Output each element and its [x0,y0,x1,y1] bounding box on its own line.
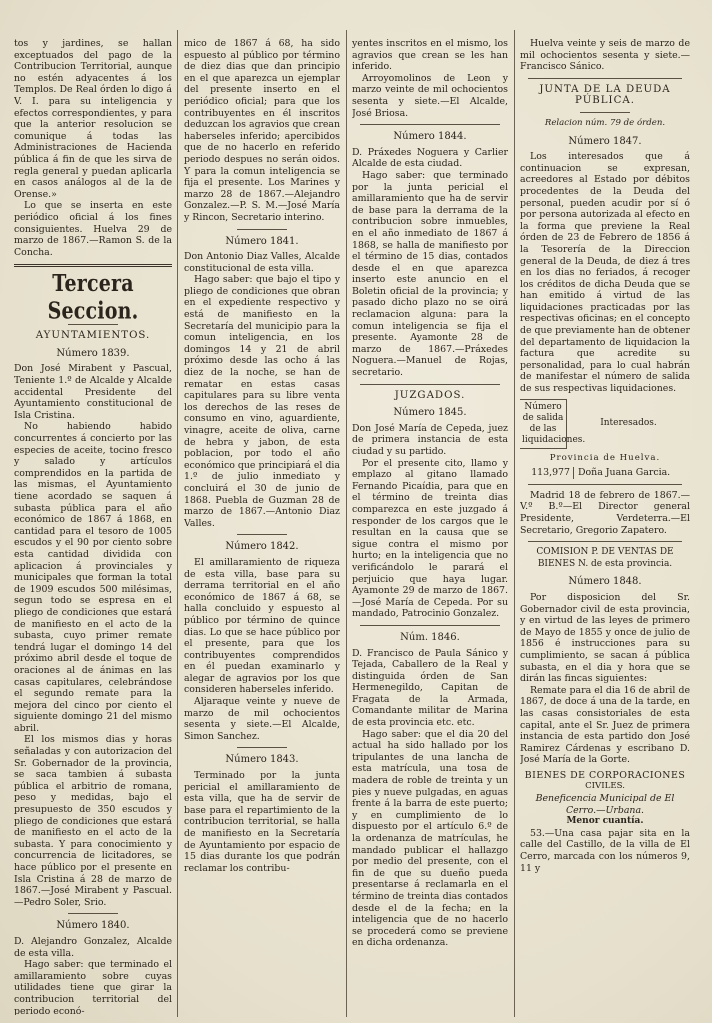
paragraph: Por el presente cito, llamo y emplazo al gitano llamado Fernando Picaídia, para que en el término de treinta dias comparezca en este juzgado á responder de los cargos que le resultan en la causa que se sigue contra el mismo por hurto; en la inteligencia que no verificándolo le parará el perjuicio que haya lugar. Ayamonte 29 de marzo de 1867.—José María de Cepeda. Por su mandado, Patrocinio Gonzalez. [352,457,508,620]
paragraph: Remate para el dia 16 de abril de 1867, de doce á una de la tarde, en las casas consistoriales de esta capital, ante el Sr. Juez de primera instancia de esta partido don José Ramirez Cárdenas y escribano D. José María de la Gorte. [520,684,690,766]
column-3 [352,38,508,1015]
column-rule [514,30,515,1017]
notice-number: Número 1840. [56,920,130,932]
paragraph: Por disposicion del Sr. Gobernador civil de esta provincia, y en virtud de las leyes de primero de Mayo de 1855 y once de julio de 1856 é instrucciones para su cumplimiento, se sacan á pública subasta, en el dia y hora que se dirán las fincas siguientes: [520,591,690,685]
section-divider [14,264,172,267]
paragraph: Hago saber: que el dia 20 del actual ha sido hallado por los tripulantes de una lancha de esta matrícula, una tosa de madera de roble de treinta y un pies y nueve pulgadas, en aguas frente á la barra de este puerto; y en cumplimiento de lo dispuesto por el artículo 6.º de la ordenanza de matrículas, he mandado publicar el hallazgo por medio del presente, con el fin de que su dueño pueda presentarse á reclamarla en el término de treinta dias contados desde el de la fecha; en la inteligencia que de no hacerlo se procederá como se previene en dicha ordenanza. [352,728,508,949]
relacion-label: Relacion núm. 79 de órden. [544,117,666,128]
column-rule [177,30,178,1017]
section-title: Tercera Seccion. [47,269,139,325]
table-cell-name: Doña Juana Garcia. [578,467,671,479]
notice-number: Número 1843. [225,754,299,766]
paragraph: El amillaramiento de riqueza de esta villa, base para su derrama territorial en el año económico de 1867 á 68, se halla concluido y espuesto al público por término de quince dias. Lo que se hace público por el presente, para que los contribuyentes comprendidos en él puedan examinarlo y alegar de agravios por los que consideren haberseles inferido. [184,556,340,696]
table-header-right: Interesados. [600,418,657,429]
bienes-heading: BIENES DE CORPORACIONES [524,769,686,781]
table-header [520,399,690,449]
paragraph: D. Alejandro Gonzalez, Alcalde de esta villa. [14,935,172,959]
menor-cuantia-heading: Menor cuantía. [566,816,644,827]
paragraph: Madrid 18 de febrero de 1867.—V.º B.º—El Director general Presidente, Verdeterra.—El Secretario, Gregorio Zapatero. [520,489,690,536]
divider [68,913,118,914]
divider [360,124,500,125]
paragraph: Arroyomolinos de Leon y marzo veinte de mil ochocientos sesenta y siete.—El Alcalde, José Briosa. [352,72,508,119]
paragraph: Don José Mirabent y Pascual, Teniente 1.º de Alcalde y Alcalde accidental Presidente del Ayuntamiento constitucional de Isla Cristina. [14,363,172,421]
paragraph: Aljaraque veinte y nueve de marzo de mil ochocientos sesenta y siete.—El Alcalde, Simon Sanchez. [184,696,340,742]
divider [528,541,682,542]
civiles-heading: CIVILES. [585,781,625,792]
divider [528,484,682,485]
divider [528,78,682,79]
notice-number: Número 1839. [56,347,130,359]
paragraph: tos y jardines, se hallan exceptuados del pago de la Contribucion Territorial, aunque no estén adyacentes á los Templos. De Real órden lo digo á V. I. para su inteligencia y efectos correspondientes, y para que la anterior resolucion se comunique á todas las Administraciones de Hacienda pública á fin de que les sirva de regla general y puedan aplicarla en casos análogos al de la de Orense.» [14,38,172,200]
paragraph: yentes inscritos en el mismo, los agravios que crean se les han inferido. [352,38,508,73]
paragraph: El los mismos dias y horas señaladas y con autorizacion del Sr. Gobernador de la provincia, se saca tambien á subasta pública el arbitrio de romana, peso y medidas, bajo el presupuesto de 350 escudos y pliego de condiciones que estará de manifiesto en el acto de la subasta. Y para conocimiento y concurrencia de licitadores, se hace público por el presente en Isla Cristina á 28 de marzo de 1867.—José Mirabent y Pascual.—Pedro Soler, Srio. [14,734,172,908]
notice-number: Número 1845. [393,407,467,419]
paragraph: No habiendo habido concurrentes á concierto por las especies de aceite, tocino fresco y salado y artículos comprendidos en la partida de las mismas, el Ayuntamiento tiene acordado se saquen á subasta pública para el año económico de 1867 á 1868, en cantidad para el tesoro de 1005 escudos y el 90 por ciento sobre esta cantidad dividida con aplicacion á provinciales y municipales que forman la total de 1909 escudos 500 milésimas, segun todo se espresa en el pliego de condiciones que estará de manifiesto en el acto de la subasta, cuyo primer remate tendrá lugar el domingo 14 del próximo abril desde el toque de oraciones al de ánimas en las casas capitulares, celebrándose el segundo remate para la mejora del cinco por ciento el siguiente domingo 21 del mismo abril. [14,421,172,734]
section-subheading: JUZGADOS. [394,389,466,401]
paragraph: Lo que se inserta en este periódico oficial á los fines consiguientes. Huelva 29 de marzo de 1867.—Ramon S. de la Concha. [14,200,172,258]
table-row [520,467,690,479]
paragraph: Hago saber: que bajo el tipo y pliego de condiciones que obran en el expediente respectivo y está de manifiesto en la Secretaría del municipio para la comun inteligencia, en los domingos 14 y 21 de abril próximo desde las ocho á las diez de la noche, se han de rematar en estas casas capitulares para su libre venta los derechos de las reses de consumo en vino, aguardiente, vinagre, aceite de oliva, carne de hebra y jabon, de esta poblacion, por todo el año económico que principiará el dia 1.º de julio inmediato y concluirá el 30 de junio de 1868. Puebla de Guzman 28 de marzo de 1867.—Antonio Diaz Valles. [184,274,340,529]
paragraph: Don Antonio Diaz Valles, Alcalde constitucional de esta villa. [184,251,340,274]
paragraph: D. Práxedes Noguera y Carlier Alcalde de esta ciudad. [352,146,508,170]
divider [360,384,500,385]
divider [360,625,500,626]
notice-number: Número 1848. [568,576,642,588]
paragraph: Terminado por la junta pericial el amillaramiento de esta villa, que ha de servir de base para el repartimiento de la contribucion territorial, se halla de manifiesto en la Secretaría de Ayuntamiento por espacio de 15 dias durante los que podrán reclamar los contribu- [184,770,340,874]
column-4 [520,38,690,1015]
notice-number: Número 1841. [225,235,299,247]
paragraph: D. Francisco de Paula Sánico y Tejada, Caballero de la Real y distinguida órden de San Hermenegildo, Capitan de Fragata de la Armada, Comandante militar de Marina de esta provincia etc. etc. [352,647,508,729]
section-subheading: COMISION P. DE VENTAS DE BIENES N. de esta provincia. [536,547,674,569]
paragraph: Don José María de Cepeda, juez de primera instancia de esta ciudad y su partido. [352,422,508,457]
paragraph: Hago saber: que terminado por la junta pericial el amillaramiento que ha de servir de base para la derrama de la contribucion sobre inmuebles, en el año inmediato de 1867 á 1868, se halla de manifiesto por el término de 15 dias, contados desde el en que aparezca inserto este anuncio en el Boletin oficial de la provincia; y pasado dicho plazo no se oirá reclamacion alguna: para la comun inteligencia se fija el presente. Ayamonte 28 de marzo de 1867.—Práxedes Noguera.—Manuel de Rojas, secretario. [352,169,508,379]
table-cell-amount: 113,977 [520,467,574,479]
paragraph: Los interesados que á continuacion se expresan, acreedores al Estado por débitos procedentes de la Deuda del personal, pueden acudir por sí ó por persona autorizada al efecto en la forma que previene la Real órden de 23 de Febrero de 1856 á la Tesorería de la Direccion general de la Deuda, de diez á tres en los dias no feriados, á recoger los créditos de dicha Deuda que se han emitido á virtud de las liquidaciones practicadas por las respectivas oficinas; en el concepto de que previamente han de obtener del departamento de liquidacion la factura que acredite su personalidad, para lo cual habrán de manifestar el número de salida de sus respectivas liquidaciones. [520,151,690,395]
paragraph: 53.—Una casa pajar sita en la calle del Castillo, de la villa de El Cerro, marcada con los números 9, 11 y [520,827,690,874]
table-header-left: Número de salida de las liquidaciones. [520,399,567,449]
paragraph: Hago saber: que terminado el amillaramiento sobre cuyas utilidades tiene que girar la contribucion territorial del periodo econó- [14,959,172,1015]
section-subheading: JUNTA DE LA DEUDA PÚBLICA. [539,83,671,107]
column-1 [14,38,172,1015]
divider [237,747,287,748]
beneficencia-heading: Beneficencia Municipal de El Cerro.—Urbana. [535,793,675,816]
column-2 [184,38,340,1015]
divider [237,534,287,535]
column-rule [346,30,347,1017]
paragraph: Huelva veinte y seis de marzo de mil ochocientos sesenta y siete.—Francisco Sánico. [520,38,690,73]
notice-number: Núm. 1846. [400,631,460,643]
notice-number: Número 1847. [568,135,642,147]
notice-number: Número 1842. [225,541,299,553]
section-subheading: AYUNTAMIENTOS. [35,330,151,342]
divider [580,112,630,113]
notice-number: Número 1844. [393,131,467,143]
divider [237,229,287,230]
paragraph: mico de 1867 á 68, ha sido espuesto al público por término de diez dias que dan principio en el que aparezca un ejemplar del presente inserto en el periódico oficial; para que los contribuyentes en él inscritos deduzcan los agravios que crean haberseles inferido; apercibidos que de no hacerlo en referido periodo despues no serán oidos. Y para la comun inteligencia se fija el presente. Los Marines y marzo 28 de 1867.—Alejandro Gonzalez.—P. S. M.—José María y Rincon, Secretario interino. [184,38,340,223]
province-label: Provincia de Huelva. [549,452,661,463]
